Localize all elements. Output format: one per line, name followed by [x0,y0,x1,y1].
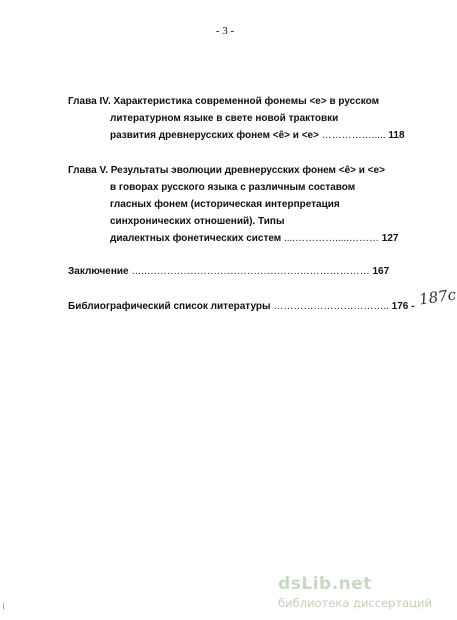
toc-ch5-line5-text: диалектных фонетических систем [110,233,282,244]
toc-ch5-line1: Глава V. Результаты эволюции древнерусских фонем <ê> и <е> [68,165,385,176]
toc-ch4-page: 118 [388,130,405,141]
toc-bibliography-text: Библиографический список литературы [68,301,271,312]
toc-ch5-line4: синхронических отношений). Типы [110,216,285,227]
toc-conclusion-page: 167 [372,266,390,277]
toc-ch4-leader-dots: ……………..... [321,130,386,141]
watermark [278,574,432,610]
page-number: - 3 - [215,25,235,37]
toc-conclusion-leader-dots: …..……………………………………….………………… [131,266,370,277]
toc-bibliography [68,301,414,313]
toc-conclusion [68,266,389,278]
toc-ch4-line3-text: развития древнерусских фонем <ê> и <е> [110,130,319,141]
toc-ch5-leader-dots: ....………….....……… [283,233,379,244]
handwritten-page-end: 187с [417,285,457,309]
toc-ch5-page: 127 [381,233,399,244]
watermark-logo: dsLib.net [278,574,372,594]
toc-ch4-line2: литературном языке в свете новой трактовки [110,113,339,124]
toc-ch5-line5 [110,233,398,245]
toc-ch5-line3: гласных фонем (историческая интерпретация [110,199,340,210]
toc-ch5-line2: в говорах русского языка с различным составом [110,182,356,193]
toc-ch4-line1: Глава IV. Характеристика современной фонемы <е> в русском [68,96,380,107]
scan-edge-mark [3,603,4,609]
toc-bibliography-leader-dots: …………………………….. [273,301,389,312]
toc-ch4-line3 [110,130,405,142]
toc-conclusion-text: Заключение [68,266,129,277]
watermark-subtitle: библиотека диссертаций [278,596,432,610]
toc-bibliography-page: 176 - [391,301,415,312]
